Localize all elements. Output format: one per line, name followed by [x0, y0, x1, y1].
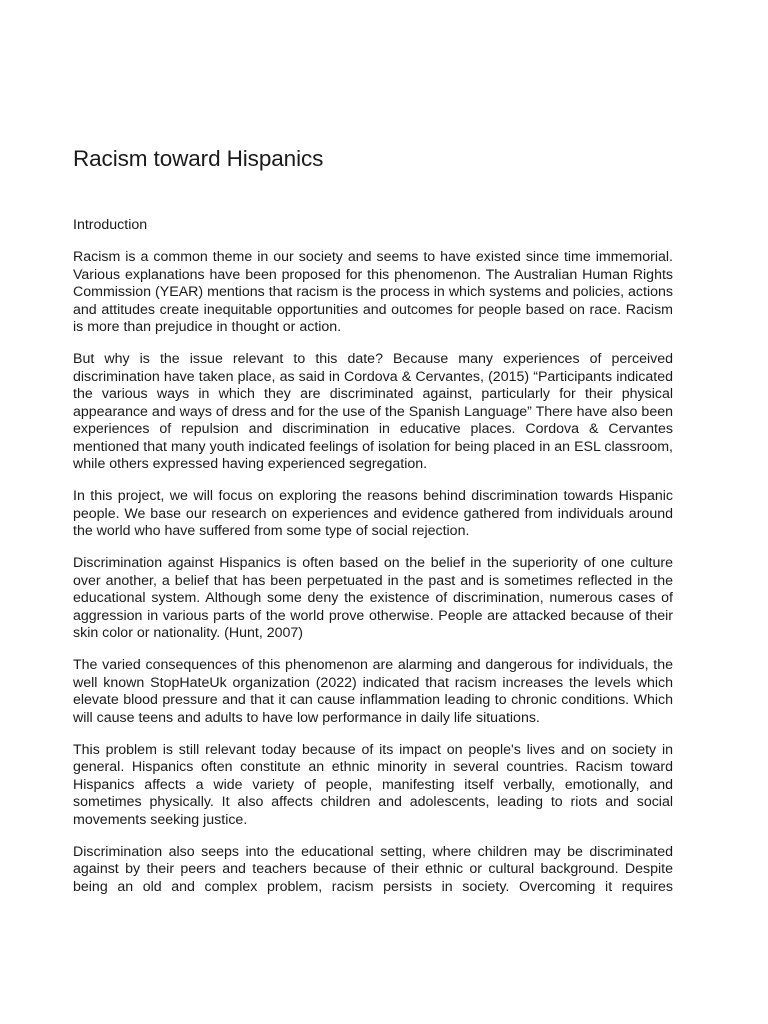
section-heading-introduction: Introduction	[73, 217, 148, 233]
paragraph-4: Discrimination against Hispanics is often based on the belief in the superiority of one culture over another, a belief that has been perpetuated in the past and is sometimes reflected in the educational system. Although some deny the existence of discrimination, numerous cases of aggression in various parts of the world prove otherwise. People are attacked because of their skin color or nationality. (Hunt, 2007)	[73, 555, 673, 641]
document-page	[73, 144, 673, 896]
paragraph-6: This problem is still relevant today because of its impact on people's lives and on society in general. Hispanics often constitute an ethnic minority in several countries. Racism toward Hispanics affects a wide variety of people, manifesting itself verbally, emotionally, and sometimes physically. It also affects children and adolescents, leading to riots and social movements seeking justice.	[73, 741, 673, 828]
paragraph-7: Discrimination also seeps into the educational setting, where children may be discriminated against by their peers and teachers because of their ethnic or cultural background. Despite being an old and complex problem, racism persists in society. Overcoming it requires	[73, 843, 673, 895]
paragraph-2: But why is the issue relevant to this date? Because many experiences of perceived discrimination have taken place, as said in Cordova & Cervantes, (2015) “Participants indicated the various ways in which they are discriminated against, particularly for their physical appearance and ways of dress and for the use of the Spanish Language” There have also been experiences of repulsion and discrimination in educative places. Cordova & Cervantes mentioned that many youth indicated feelings of isolation for being placed in an ESL classroom, while others expressed having experienced segregation.	[73, 351, 673, 472]
paragraph-1: Racism is a common theme in our society and seems to have existed since time immemorial. Various explanations have been proposed for this phenomenon. The Australian Human Rights Commission (YEAR) mentions that racism is the process in which systems and policies, actions and attitudes create inequitable opportunities and outcomes for people based on race. Racism is more than prejudice in thought or action.	[73, 249, 673, 335]
document-title: Racism toward Hispanics	[73, 146, 324, 171]
paragraph-3: In this project, we will focus on exploring the reasons behind discrimination towards Hispanic people. We base our research on experiences and evidence gathered from individuals around the world who have suffered from some type of social rejection.	[73, 488, 673, 539]
paragraph-5: The varied consequences of this phenomenon are alarming and dangerous for individuals, the well known StopHateUk organization (2022) indicated that racism increases the levels which elevate blood pressure and that it can cause inflammation leading to chronic conditions. Which will cause teens and adults to have low performance in daily life situations.	[73, 657, 673, 726]
